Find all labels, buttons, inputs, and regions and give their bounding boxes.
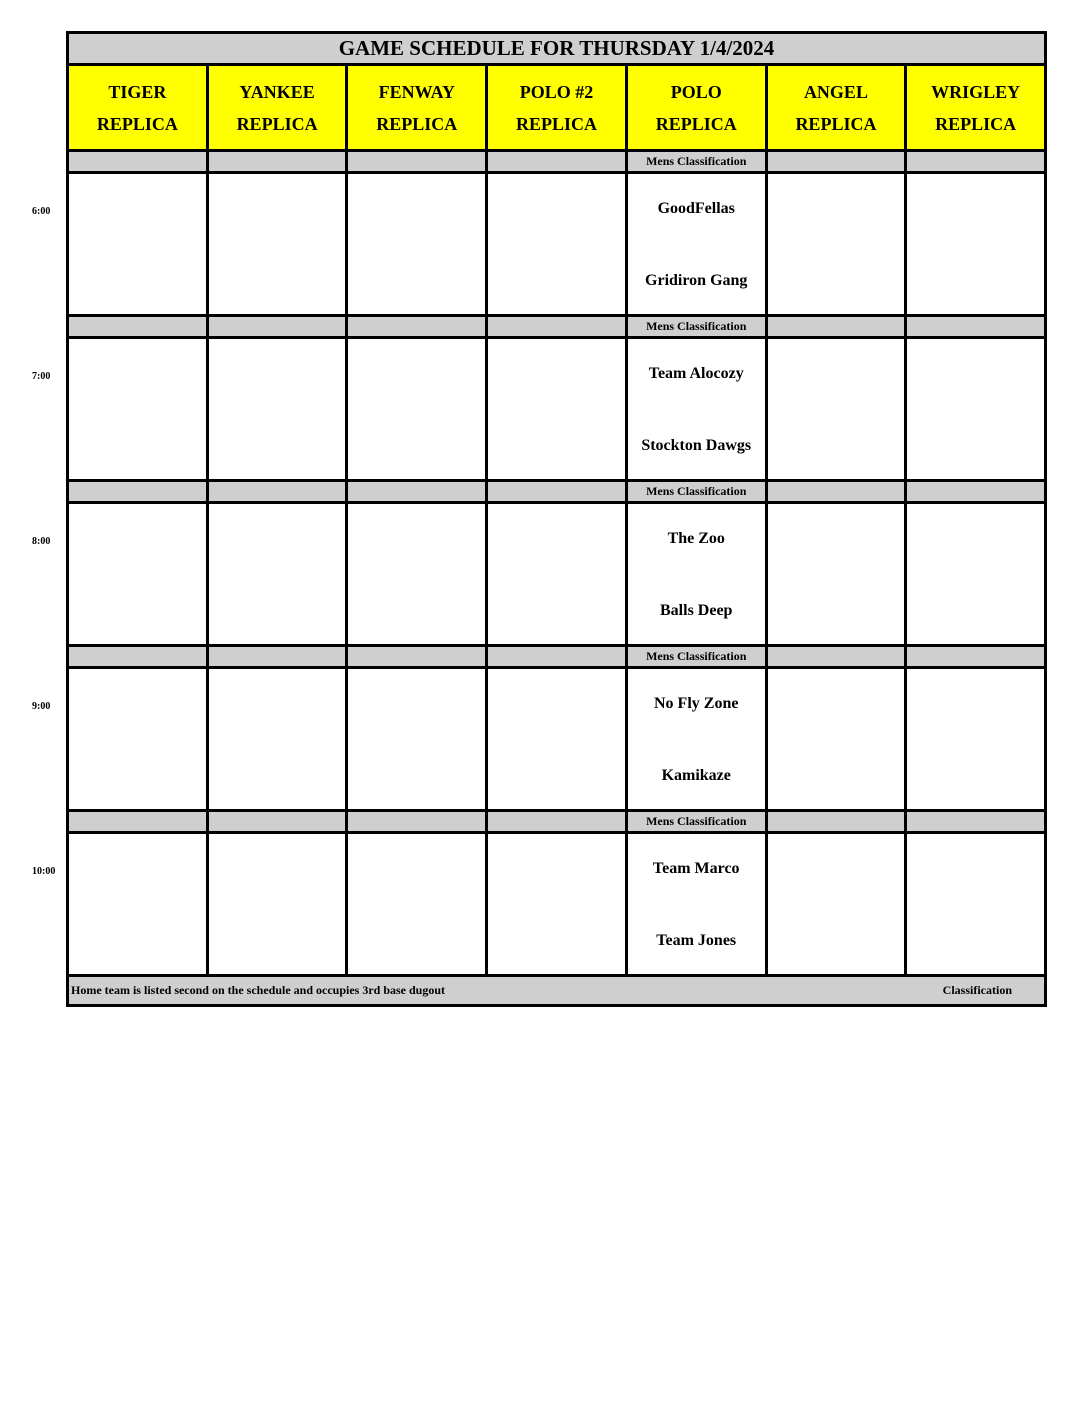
- field-sub: REPLICA: [96, 113, 178, 134]
- classification-row: [66, 812, 1047, 834]
- game-cell: [348, 504, 488, 644]
- game-cell: [69, 669, 209, 809]
- game-cell-polo: [628, 834, 768, 974]
- field-header-polo-2: [488, 66, 628, 149]
- game-cell-polo: [628, 339, 768, 479]
- classification-row: [66, 482, 1047, 504]
- classification-legend: Classification: [942, 983, 1012, 997]
- game-cell-polo: [628, 504, 768, 644]
- field-sub: REPLICA: [236, 113, 318, 134]
- game-cell-polo: [628, 174, 768, 314]
- classification-cell: [69, 152, 209, 171]
- classification-cell: [209, 152, 349, 171]
- field-header-polo: [628, 66, 768, 149]
- classification-cell: [907, 482, 1044, 501]
- classification-cell: [209, 317, 349, 336]
- classification-cell: [488, 647, 628, 666]
- footer-note: Home team is listed second on the schedule and occupies 3rd base dugout: [71, 983, 446, 997]
- classification-cell: [907, 647, 1044, 666]
- game-cell: [209, 339, 349, 479]
- game-cell: [209, 174, 349, 314]
- footer-bar: [66, 977, 1047, 1007]
- schedule-table: [32, 31, 1047, 1007]
- field-name: TIGER: [108, 81, 167, 102]
- classification-cell: [907, 152, 1044, 171]
- game-cell: [348, 174, 488, 314]
- classification-cell: [488, 317, 628, 336]
- classification-cell: [69, 317, 209, 336]
- classification-cell-polo: Mens Classification: [628, 812, 768, 831]
- classification-cell: [348, 647, 488, 666]
- away-team: The Zoo: [667, 530, 725, 547]
- game-row: [66, 834, 1047, 977]
- classification-cell-polo: Mens Classification: [628, 647, 768, 666]
- classification-cell: [69, 482, 209, 501]
- game-row: [66, 669, 1047, 812]
- classification-cell: [768, 812, 908, 831]
- game-cell: [907, 834, 1044, 974]
- classification-cell: [348, 812, 488, 831]
- classification-cell: [907, 812, 1044, 831]
- field-sub: REPLICA: [935, 113, 1017, 134]
- classification-cell: [907, 317, 1044, 336]
- page-title: GAME SCHEDULE FOR THURSDAY 1/4/2024: [66, 31, 1047, 63]
- game-cell: [488, 504, 628, 644]
- game-cell: [348, 669, 488, 809]
- game-cell: [69, 174, 209, 314]
- classification-row: [66, 152, 1047, 174]
- time-label: 8:00: [32, 536, 51, 547]
- classification-cell: [348, 482, 488, 501]
- classification-cell: [768, 152, 908, 171]
- field-sub: REPLICA: [516, 113, 598, 134]
- field-sub: REPLICA: [376, 113, 458, 134]
- game-cell: [907, 669, 1044, 809]
- away-team: No Fly Zone: [654, 695, 739, 712]
- game-cell: [488, 339, 628, 479]
- field-name: ANGEL: [803, 81, 868, 102]
- game-cell: [768, 834, 908, 974]
- home-team: Kamikaze: [661, 767, 731, 784]
- game-cell: [348, 339, 488, 479]
- field-header-row: [66, 63, 1047, 152]
- classification-cell: [768, 647, 908, 666]
- field-header-wrigley: [907, 66, 1044, 149]
- field-sub: REPLICA: [795, 113, 877, 134]
- field-name: YANKEE: [239, 81, 315, 102]
- time-slot-block: [32, 812, 1047, 977]
- home-team: Team Jones: [656, 932, 737, 949]
- field-header-angel: [768, 66, 908, 149]
- classification-cell-polo: Mens Classification: [628, 152, 768, 171]
- game-cell-polo: [628, 669, 768, 809]
- time-slot-block: [32, 482, 1047, 647]
- game-cell: [907, 339, 1044, 479]
- game-cell: [69, 504, 209, 644]
- classification-row: [66, 317, 1047, 339]
- game-row: [66, 339, 1047, 482]
- time-label: 10:00: [32, 866, 56, 877]
- classification-cell: [768, 317, 908, 336]
- time-slot-block: [32, 647, 1047, 812]
- field-name: FENWAY: [378, 81, 455, 102]
- field-header-tiger: [69, 66, 209, 149]
- game-cell: [488, 174, 628, 314]
- game-cell: [69, 339, 209, 479]
- game-cell: [488, 669, 628, 809]
- classification-cell-polo: Mens Classification: [628, 482, 768, 501]
- classification-cell: [69, 812, 209, 831]
- field-name: POLO #2: [519, 81, 594, 102]
- classification-cell: [209, 482, 349, 501]
- game-cell: [209, 834, 349, 974]
- classification-cell: [209, 647, 349, 666]
- game-cell: [209, 669, 349, 809]
- game-cell: [488, 834, 628, 974]
- away-team: Team Alocozy: [648, 365, 744, 382]
- game-cell: [768, 339, 908, 479]
- game-cell: [768, 174, 908, 314]
- home-team: Stockton Dawgs: [641, 437, 752, 454]
- classification-cell: [488, 152, 628, 171]
- classification-cell: [348, 317, 488, 336]
- away-team: Team Marco: [652, 860, 740, 877]
- field-name: WRIGLEY: [931, 81, 1021, 102]
- time-label: 7:00: [32, 371, 51, 382]
- classification-row: [66, 647, 1047, 669]
- game-cell: [768, 669, 908, 809]
- time-label: 9:00: [32, 701, 51, 712]
- game-row: [66, 174, 1047, 317]
- game-cell: [907, 504, 1044, 644]
- classification-cell-polo: Mens Classification: [628, 317, 768, 336]
- field-header-fenway: [348, 66, 488, 149]
- classification-cell: [348, 152, 488, 171]
- game-cell: [69, 834, 209, 974]
- classification-cell: [209, 812, 349, 831]
- time-slot-block: [32, 317, 1047, 482]
- classification-cell: [488, 812, 628, 831]
- game-cell: [907, 174, 1044, 314]
- game-cell: [768, 504, 908, 644]
- home-team: Gridiron Gang: [645, 272, 748, 289]
- time-slot-block: [32, 152, 1047, 317]
- classification-cell: [768, 482, 908, 501]
- field-header-yankee: [209, 66, 349, 149]
- game-cell: [209, 504, 349, 644]
- classification-cell: [69, 647, 209, 666]
- time-label: 6:00: [32, 206, 51, 217]
- field-name: POLO: [670, 81, 722, 102]
- field-sub: REPLICA: [655, 113, 737, 134]
- home-team: Balls Deep: [660, 602, 733, 619]
- game-row: [66, 504, 1047, 647]
- away-team: GoodFellas: [657, 200, 735, 217]
- game-cell: [348, 834, 488, 974]
- classification-cell: [488, 482, 628, 501]
